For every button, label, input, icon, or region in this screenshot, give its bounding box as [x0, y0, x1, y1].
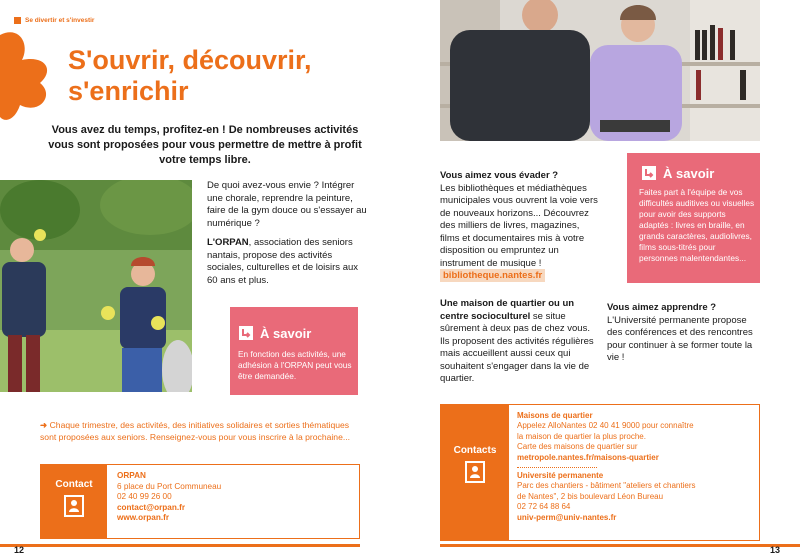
- apprendre-paragraph: [607, 302, 759, 365]
- a-savoir-box-right: [627, 153, 760, 283]
- maisons-link[interactable]: metropole.nantes.fr/maisons-quartier: [517, 452, 659, 462]
- contacts-divider: [517, 467, 597, 468]
- section-square-icon: [14, 17, 21, 24]
- contact-tab: [41, 465, 107, 538]
- contact-address: 6 place du Port Communeau: [117, 481, 222, 491]
- activities-info-text: Chaque trimestre, des activités, des initiatives solidaires et sorties thématiques sont proposées aux seniors. Renseignez-vous pour vous inscrire à la prochaine...: [40, 420, 351, 442]
- evader-paragraph: [440, 170, 598, 283]
- maisons-line-2: la maison de quartier la plus proche.: [517, 431, 646, 441]
- maisons-line-1: Appelez AlloNantes 02 40 41 9000 pour connaître: [517, 421, 694, 431]
- maison-quartier-bold: Une maison de quartier ou un centre socioculturel: [440, 298, 575, 322]
- contacts-info: [509, 405, 703, 540]
- page-title: [68, 45, 312, 107]
- evader-text: Les bibliothèques et médiathèques municipales vous ouvrent la voie vers de nouveaux horizons... Découvrez des milliers de livres, magazines, films et documentaires mis à votre disposition ou empruntez un instrument de musique !: [440, 182, 598, 269]
- library-illustration: [440, 0, 760, 141]
- contacts-box: [440, 404, 760, 541]
- intro-question-paragraph: De quoi avez-vous envie ? Intégrer une chorale, reprendre la peinture, faire de la gym douce ou s'essayer au numérique ?: [207, 180, 367, 229]
- page-number-right: 13: [770, 545, 781, 555]
- orpan-name: L'ORPAN: [207, 237, 249, 248]
- contact-card-icon: [63, 494, 85, 518]
- section-tag: [14, 17, 94, 24]
- section-tag-label: Se divertir et s'investir: [25, 17, 95, 24]
- maison-quartier-paragraph: [440, 298, 600, 386]
- contact-card-icon: [464, 460, 486, 484]
- page-number-left: 12: [14, 545, 25, 555]
- arrow-turn-icon: [238, 325, 254, 341]
- activities-info: [40, 420, 360, 443]
- intro-text: Vous avez du temps, profitez-en ! De nombreuses activités vous sont proposées pour vous permettre de mettre à profit votre temps libre.: [48, 124, 362, 166]
- maison-quartier-text: se situe sûrement à deux pas de chez vous. Ils proposent des activités régulières mais accueillent aussi ceux qui souhaitent s'engager dans la vie de quartier.: [440, 310, 594, 384]
- maisons-title: Maisons de quartier: [517, 411, 593, 420]
- contact-email[interactable]: contact@orpan.fr: [117, 502, 186, 512]
- contact-label: Contact: [55, 479, 93, 490]
- a-savoir-title-right-text: À savoir: [663, 165, 715, 181]
- a-savoir-text: En fonction des activités, une adhésion à l'ORPAN peut vous être demandée.: [238, 349, 352, 381]
- universite-title: Université permanente: [517, 471, 604, 481]
- maisons-line-3: Carte des maisons de quartier sur: [517, 442, 638, 452]
- seniors-juggling-photo: [0, 180, 192, 392]
- universite-line-1: Parc des chantiers - bâtiment "ateliers et chantiers: [517, 481, 696, 491]
- evader-title: Vous aimez vous évader ?: [440, 170, 559, 181]
- contact-name: ORPAN: [117, 471, 146, 480]
- contacts-label: Contacts: [453, 445, 497, 456]
- apprendre-title: Vous aimez apprendre ?: [607, 302, 717, 313]
- a-savoir-title-text: À savoir: [260, 325, 312, 341]
- arrow-right-icon: ➜: [40, 420, 48, 430]
- universite-email[interactable]: univ-perm@univ-nantes.fr: [517, 512, 617, 522]
- orange-leaf-decoration: [0, 25, 60, 125]
- orpan-contact-box: [40, 464, 360, 539]
- title-line-2: s'enrichir: [68, 76, 189, 106]
- universite-phone: 02 72 64 88 64: [517, 502, 571, 512]
- footer-bar-left: [0, 544, 360, 547]
- orpan-description: , association des seniors nantais, propose des activités sociales, culturelles et de loisirs aux 60 ans et plus.: [207, 237, 359, 286]
- photo-illustration: [0, 180, 192, 392]
- contacts-tab: [441, 405, 509, 540]
- footer-bar-right: [440, 544, 800, 547]
- contact-phone: 02 40 99 26 00: [117, 492, 172, 501]
- apprendre-text: L'Université permanente propose des conférences et des rencontres pour continuer à se former toute la vie !: [607, 314, 753, 363]
- contact-website[interactable]: www.orpan.fr: [117, 513, 170, 522]
- a-savoir-title-right: [641, 165, 714, 181]
- a-savoir-box-left: [230, 307, 358, 395]
- library-link[interactable]: bibliotheque.nantes.fr: [440, 269, 545, 282]
- arrow-turn-icon: [641, 165, 657, 181]
- a-savoir-text-right: Faites part à l'équipe de vos difficultés auditives ou visuelles pour avoir des supports adaptés : livres en braille, en grands caractères, audiolivres, films sous-titrés pour personnes malentendantes...: [639, 187, 755, 263]
- library-photo: [440, 0, 760, 141]
- a-savoir-title: [238, 325, 311, 341]
- orpan-paragraph: [207, 237, 367, 287]
- orpan-contact-info: [107, 465, 231, 538]
- universite-line-2: de Nantes", 2 bis boulevard Léon Bureau: [517, 491, 664, 501]
- title-line-1: S'ouvrir, découvrir,: [68, 45, 312, 75]
